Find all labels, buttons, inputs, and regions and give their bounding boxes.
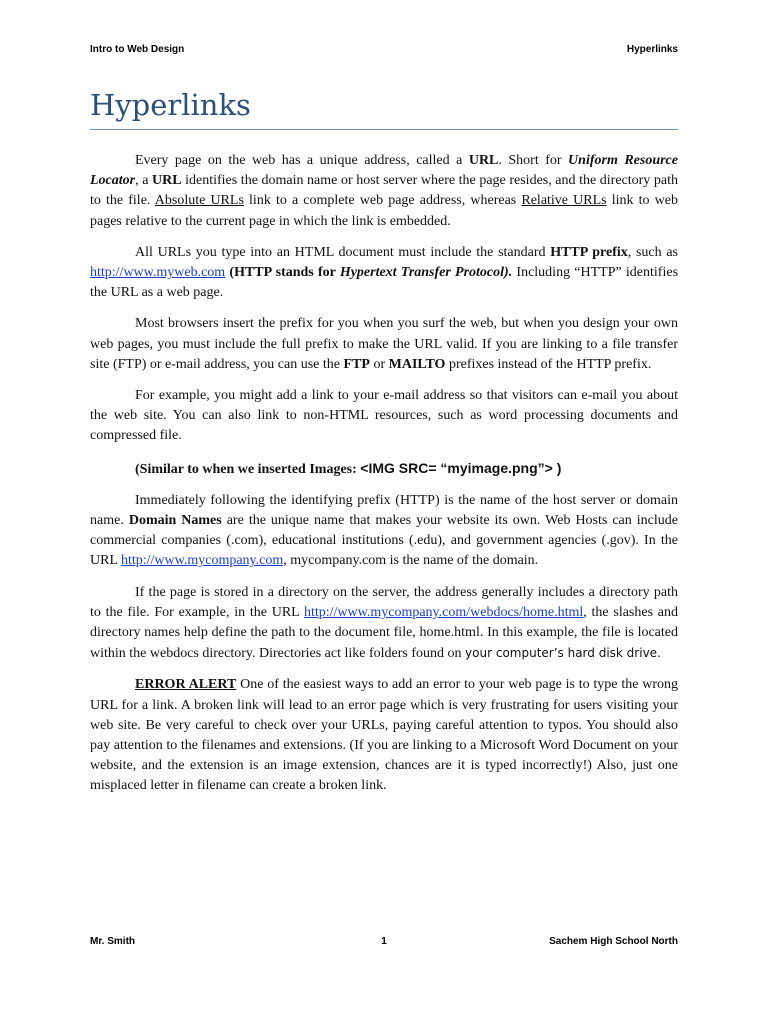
- footer-author: Mr. Smith: [90, 936, 136, 947]
- paragraph-browser-prefix: [90, 314, 678, 375]
- footer-school: Sachem High School North: [549, 936, 678, 947]
- term-ftp: FTP: [343, 356, 370, 372]
- text: link to a complete web page address, whereas: [243, 193, 522, 209]
- paragraph-url-intro: [90, 151, 678, 232]
- text: If the page is stored in a directory on the server, the address generally includes a directory path to the file. For example, in the URL: [90, 584, 678, 620]
- paragraph-error-alert: [90, 675, 678, 796]
- error-alert-label: ERROR ALERT: [135, 677, 237, 693]
- text: link to web pages relative to the current page in which the link is embedded.: [90, 193, 678, 229]
- page-title: Hyperlinks: [90, 88, 678, 130]
- page-footer: [90, 936, 678, 947]
- term-http-prefix: HTTP prefix: [550, 244, 628, 260]
- text: Including “HTTP” identifies the URL as a web page.: [90, 265, 679, 301]
- term-url-full: Uniform Resource Locator: [90, 153, 678, 189]
- text: , the slashes and directory names help define the path to the document file, home.html. In this example, the file is located within the webdocs directory. Directories act like folders found on: [90, 604, 678, 662]
- paragraph-img-note: [90, 458, 678, 480]
- text: Every page on the web has a unique address, called a: [135, 153, 469, 168]
- link-myweb[interactable]: http://www.myweb.com: [90, 265, 226, 281]
- document-body: [90, 151, 678, 808]
- text: Most browsers insert the prefix for you when you surf the web, but when you design your own web pages, you must include the full prefix to make the URL valid. If you are linking to a file transfer site (FTP) or e-mail address, you can use the: [90, 316, 678, 372]
- page-number: 1: [381, 936, 387, 947]
- header-topic: Hyperlinks: [626, 44, 678, 55]
- term-url: URL: [468, 153, 499, 168]
- header-course: Intro to Web Design: [90, 44, 185, 55]
- paragraph-email-example: For example, you might add a link to your e-mail address so that visitors can e-mail you about the web site. You can also link to non-HTML resources, such as word processing documents and compressed file.: [90, 388, 678, 444]
- term-mailto: MAILTO: [388, 356, 446, 372]
- term-hypertext-transfer-protocol: Hypertext Transfer Protocol).: [339, 265, 513, 281]
- text: identifies the domain name or host server where the page resides, and the directory path to the file.: [90, 173, 678, 209]
- text: are the unique name that makes your website its own. Web Hosts can include commercial companies (.com), educational institutions (.edu), and government agencies (.gov). In the URL: [90, 513, 678, 569]
- text: All URLs you type into an HTML document must include the standard: [135, 244, 551, 260]
- term-relative-urls: Relative URLs: [521, 193, 607, 209]
- text: Immediately following the identifying prefix (HTTP) is the name of the host server or domain name.: [90, 492, 678, 529]
- paragraph-http-prefix: [90, 243, 678, 304]
- text: prefixes instead of the HTTP prefix.: [445, 356, 652, 372]
- text: . Short for: [498, 153, 569, 168]
- text-bold: (Similar to when we inserted Images:: [135, 461, 361, 477]
- page-header: [90, 44, 678, 55]
- text: , a: [135, 173, 152, 189]
- term-domain-names: Domain Names: [128, 513, 222, 529]
- text: One of the easiest ways to add an error to your web page is to type the wrong URL for a link. A broken link will lead to an error page which is very frustrating for users visiting your web site. Be very careful to check over your URLs, paying careful attention to typos. You should also pay attention to the filenames and extensions. (If you are linking to a Microsoft Word Document on your website, and the extension is an image extension, chances are it is typed incorrectly!) Also, just one misplaced letter in filename can create a broken link.: [90, 677, 678, 794]
- paragraph-directory-path: [90, 583, 678, 665]
- code-img-src: <IMG SRC= “myimage.png”> ): [360, 459, 562, 476]
- paragraph-domain-names: [90, 491, 678, 572]
- term-url: URL: [151, 173, 182, 189]
- text: , such as: [627, 244, 678, 260]
- term-absolute-urls: Absolute URLs: [154, 193, 244, 209]
- text: or: [369, 356, 389, 372]
- text: , mycompany.com is the name of the domain.: [283, 553, 539, 569]
- text-bold: (HTTP stands for: [229, 265, 340, 281]
- link-mycompany-home[interactable]: http://www.mycompany.com/webdocs/home.html: [303, 604, 584, 620]
- link-mycompany[interactable]: http://www.mycompany.com: [120, 553, 284, 569]
- text: your computer’s hard disk drive.: [465, 646, 661, 661]
